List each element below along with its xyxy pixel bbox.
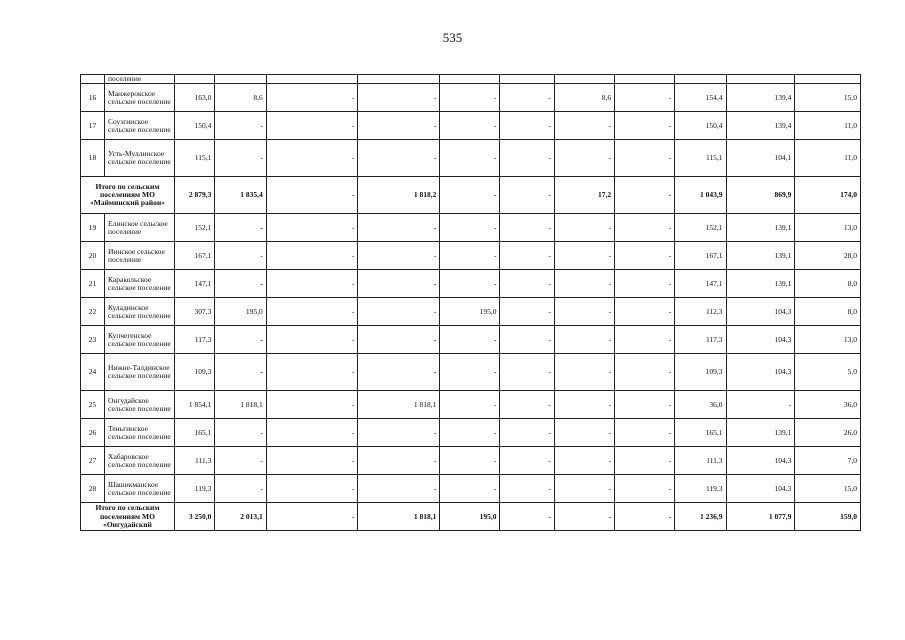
value-cell: 117,3 <box>174 326 214 354</box>
value-cell: - <box>440 242 500 270</box>
table-row <box>81 419 861 447</box>
value-cell: 15,0 <box>795 84 861 112</box>
value-cell: - <box>500 242 555 270</box>
value-cell: - <box>215 242 266 270</box>
value-cell: - <box>440 84 500 112</box>
value-cell: 1 818,1 <box>358 391 440 419</box>
value-cell: - <box>555 270 615 298</box>
page-number: 535 <box>442 30 463 45</box>
value-cell: - <box>615 298 675 326</box>
value-cell: - <box>615 391 675 419</box>
value-cell: 1 854,1 <box>174 391 214 419</box>
value-cell: 7,0 <box>795 447 861 475</box>
value-cell: 139,1 <box>726 214 795 242</box>
value-cell: 119,3 <box>675 475 726 503</box>
total-row <box>81 177 861 214</box>
value-cell: - <box>358 354 440 391</box>
table-row <box>81 112 861 140</box>
value-cell: 104,3 <box>726 354 795 391</box>
value-cell: 111,3 <box>675 447 726 475</box>
value-cell: 167,1 <box>174 242 214 270</box>
value-cell: - <box>266 214 358 242</box>
value-cell: 1 818,1 <box>215 391 266 419</box>
value-cell: 3 250,0 <box>174 503 214 531</box>
value-cell: 2 013,1 <box>215 503 266 531</box>
value-cell: 5,0 <box>795 354 861 391</box>
value-cell: 26,0 <box>795 419 861 447</box>
value-cell: 174,0 <box>795 177 861 214</box>
value-cell: - <box>615 475 675 503</box>
value-cell: 8,0 <box>795 270 861 298</box>
value-cell: 8,0 <box>795 298 861 326</box>
table-row <box>81 214 861 242</box>
value-cell: - <box>266 447 358 475</box>
value-cell: 1 077,9 <box>726 503 795 531</box>
value-cell: 2 879,3 <box>174 177 214 214</box>
value-cell: - <box>500 419 555 447</box>
value-cell: - <box>500 354 555 391</box>
value-cell: - <box>500 503 555 531</box>
value-cell: - <box>358 298 440 326</box>
value-cell: - <box>500 475 555 503</box>
value-cell: - <box>555 298 615 326</box>
table-row <box>81 326 861 354</box>
value-cell: 104,3 <box>726 475 795 503</box>
value-cell: - <box>440 112 500 140</box>
value-cell: - <box>555 326 615 354</box>
value-cell: - <box>358 140 440 177</box>
value-cell: 139,4 <box>726 84 795 112</box>
value-cell: 167,1 <box>675 242 726 270</box>
value-cell: - <box>555 242 615 270</box>
value-cell: - <box>358 475 440 503</box>
value-cell: 139,1 <box>726 242 795 270</box>
value-cell: - <box>215 214 266 242</box>
value-cell: 104,3 <box>726 326 795 354</box>
row-index: 16 <box>81 84 105 112</box>
value-cell: - <box>555 112 615 140</box>
row-index: 25 <box>81 391 105 419</box>
row-index: 28 <box>81 475 105 503</box>
value-cell: 147,1 <box>174 270 214 298</box>
value-cell: - <box>358 326 440 354</box>
value-cell: 115,1 <box>675 140 726 177</box>
row-name: Елинское сельское поселение <box>105 214 175 242</box>
value-cell: - <box>358 242 440 270</box>
value-cell: 869,9 <box>726 177 795 214</box>
value-cell: 11,0 <box>795 140 861 177</box>
value-cell: - <box>440 214 500 242</box>
value-cell: - <box>440 326 500 354</box>
row-name: Иинское сельское поселение <box>105 242 175 270</box>
value-cell: 152,1 <box>174 214 214 242</box>
value-cell: - <box>500 326 555 354</box>
value-cell: 1 835,4 <box>215 177 266 214</box>
value-cell: 163,0 <box>174 84 214 112</box>
value-cell: - <box>215 112 266 140</box>
value-cell: - <box>500 447 555 475</box>
value-cell: 1 818,2 <box>358 177 440 214</box>
value-cell: - <box>358 447 440 475</box>
row-index: 24 <box>81 354 105 391</box>
value-cell: - <box>500 391 555 419</box>
value-cell: 1 818,1 <box>358 503 440 531</box>
row-index: 21 <box>81 270 105 298</box>
row-name: Усть-Муллинское сельское поселение <box>105 140 175 177</box>
total-row <box>81 503 861 531</box>
value-cell: - <box>266 177 358 214</box>
value-cell: - <box>555 140 615 177</box>
value-cell: - <box>500 298 555 326</box>
value-cell: - <box>215 354 266 391</box>
value-cell: - <box>440 140 500 177</box>
row-name: Теньгинское сельское поселение <box>105 419 175 447</box>
table-row <box>81 391 861 419</box>
row-index: 17 <box>81 112 105 140</box>
value-cell: 36,0 <box>675 391 726 419</box>
row-name: Хабаровское сельское поселение <box>105 447 175 475</box>
row-name: Нижне-Талдинское сельское поселение <box>105 354 175 391</box>
value-cell: 13,0 <box>795 326 861 354</box>
value-cell: - <box>358 84 440 112</box>
value-cell: 13,0 <box>795 214 861 242</box>
table-row <box>81 298 861 326</box>
value-cell: 109,3 <box>174 354 214 391</box>
value-cell: - <box>615 140 675 177</box>
value-cell: - <box>555 214 615 242</box>
value-cell: - <box>266 242 358 270</box>
value-cell: - <box>215 447 266 475</box>
table-row <box>81 242 861 270</box>
row-index: 27 <box>81 447 105 475</box>
row-index: 26 <box>81 419 105 447</box>
value-cell: - <box>266 503 358 531</box>
row-name: Купчегенское сельское поселение <box>105 326 175 354</box>
value-cell: - <box>440 475 500 503</box>
value-cell: 109,3 <box>675 354 726 391</box>
value-cell: - <box>615 112 675 140</box>
total-label: Итого по сельским поселениям МО «Майминский район» <box>81 177 175 214</box>
value-cell: 152,1 <box>675 214 726 242</box>
value-cell: - <box>266 419 358 447</box>
value-cell: 165,1 <box>675 419 726 447</box>
row-name: Онгудайское сельское поселение <box>105 391 175 419</box>
table-row <box>81 75 861 84</box>
value-cell: 1 236,9 <box>675 503 726 531</box>
value-cell: 8,6 <box>215 84 266 112</box>
value-cell: - <box>215 475 266 503</box>
value-cell: - <box>266 140 358 177</box>
value-cell: 139,4 <box>726 112 795 140</box>
value-cell: - <box>615 214 675 242</box>
value-cell: 307,3 <box>174 298 214 326</box>
value-cell: 139,1 <box>726 419 795 447</box>
value-cell: 28,0 <box>795 242 861 270</box>
row-name: Каракольское сельское поселение <box>105 270 175 298</box>
value-cell: 150,4 <box>675 112 726 140</box>
value-cell: 195,0 <box>440 503 500 531</box>
value-cell: - <box>726 391 795 419</box>
value-cell: 104,3 <box>726 298 795 326</box>
value-cell: - <box>215 140 266 177</box>
row-index: 22 <box>81 298 105 326</box>
row-name: Куладинское сельское поселение <box>105 298 175 326</box>
value-cell: - <box>615 326 675 354</box>
value-cell: 1 043,9 <box>675 177 726 214</box>
value-cell: - <box>555 419 615 447</box>
value-cell: - <box>266 84 358 112</box>
value-cell: 112,3 <box>675 298 726 326</box>
value-cell: - <box>555 354 615 391</box>
value-cell: - <box>615 84 675 112</box>
value-cell: - <box>266 298 358 326</box>
value-cell: - <box>615 177 675 214</box>
row-name: Соузгинское сельское поселение <box>105 112 175 140</box>
value-cell: - <box>215 270 266 298</box>
value-cell: - <box>500 140 555 177</box>
value-cell: 8,6 <box>555 84 615 112</box>
value-cell: 117,3 <box>675 326 726 354</box>
value-cell: - <box>440 270 500 298</box>
table-row <box>81 84 861 112</box>
value-cell: - <box>358 270 440 298</box>
value-cell: 159,0 <box>795 503 861 531</box>
table-row <box>81 447 861 475</box>
value-cell: - <box>266 112 358 140</box>
value-cell: - <box>215 326 266 354</box>
value-cell: - <box>266 354 358 391</box>
value-cell: - <box>615 270 675 298</box>
value-cell: 11,0 <box>795 112 861 140</box>
row-index: 20 <box>81 242 105 270</box>
budget-table <box>80 74 861 531</box>
value-cell: 139,1 <box>726 270 795 298</box>
row-index: 18 <box>81 140 105 177</box>
value-cell: 17,2 <box>555 177 615 214</box>
value-cell: - <box>358 214 440 242</box>
value-cell: - <box>555 475 615 503</box>
value-cell: 15,0 <box>795 475 861 503</box>
table-row <box>81 475 861 503</box>
row-name: Манжерокское сельское поселение <box>105 84 175 112</box>
value-cell: 165,1 <box>174 419 214 447</box>
value-cell: - <box>266 326 358 354</box>
value-cell: - <box>440 354 500 391</box>
value-cell: - <box>615 447 675 475</box>
value-cell: - <box>440 447 500 475</box>
value-cell: 150,4 <box>174 112 214 140</box>
value-cell: - <box>440 419 500 447</box>
total-label: Итого по сельским поселениям МО «Онгудайский <box>81 503 175 531</box>
value-cell: 104,3 <box>726 447 795 475</box>
value-cell: - <box>615 503 675 531</box>
value-cell: 104,1 <box>726 140 795 177</box>
row-index: 19 <box>81 214 105 242</box>
row-name: Шашикманское сельское поселение <box>105 475 175 503</box>
value-cell: - <box>440 177 500 214</box>
value-cell: 195,0 <box>215 298 266 326</box>
value-cell: 195,0 <box>440 298 500 326</box>
table-row <box>81 140 861 177</box>
value-cell: - <box>615 242 675 270</box>
value-cell: 147,1 <box>675 270 726 298</box>
value-cell: - <box>266 270 358 298</box>
value-cell: 119,3 <box>174 475 214 503</box>
table-row <box>81 270 861 298</box>
value-cell: - <box>500 214 555 242</box>
value-cell: 154,4 <box>675 84 726 112</box>
value-cell: 111,3 <box>174 447 214 475</box>
value-cell: - <box>615 354 675 391</box>
value-cell: - <box>440 391 500 419</box>
value-cell: - <box>555 447 615 475</box>
value-cell: - <box>615 419 675 447</box>
value-cell: - <box>500 84 555 112</box>
value-cell: - <box>266 475 358 503</box>
value-cell: - <box>500 177 555 214</box>
value-cell: - <box>266 391 358 419</box>
value-cell: - <box>500 112 555 140</box>
value-cell: - <box>500 270 555 298</box>
row-index: 23 <box>81 326 105 354</box>
value-cell: - <box>215 419 266 447</box>
value-cell: - <box>555 391 615 419</box>
value-cell: 36,0 <box>795 391 861 419</box>
value-cell: - <box>555 503 615 531</box>
value-cell: 115,1 <box>174 140 214 177</box>
row-name: поселение <box>105 75 175 84</box>
value-cell: - <box>358 112 440 140</box>
value-cell: - <box>358 419 440 447</box>
table-row <box>81 354 861 391</box>
